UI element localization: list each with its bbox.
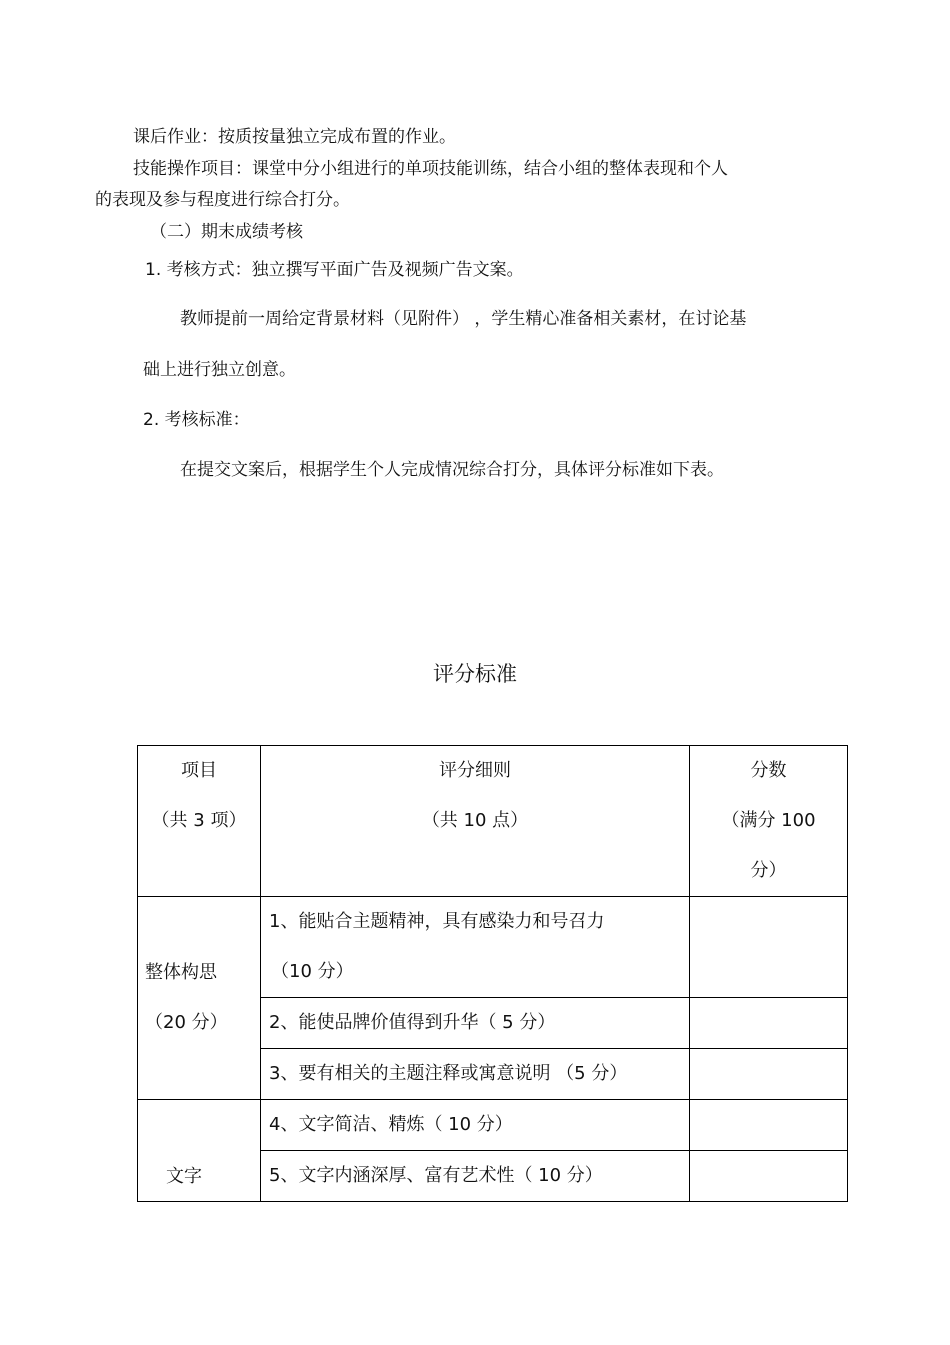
teacher-paragraph-line1: 教师提前一周给定背景材料（见附件） ，学生精心准备相关素材，在讨论基: [180, 309, 747, 329]
table-title: 评分标准: [433, 662, 517, 686]
scoring-table: [137, 745, 848, 1202]
assessment-standard-heading: 2. 考核标准：: [143, 410, 250, 430]
group-overall-concept-name: 整体构思: [145, 962, 217, 983]
table-row: [138, 897, 848, 998]
header-score-cell: [690, 746, 848, 897]
criterion-5: 5、文字内涵深厚、富有艺术性（ 10 分）: [261, 1151, 690, 1202]
criterion-2: 2、能使品牌价值得到升华（ 5 分）: [261, 998, 690, 1049]
group-overall-concept-cell: [138, 897, 261, 1100]
skill-paragraph-line2: 的表现及参与程度进行综合打分。: [95, 190, 350, 210]
score-cell: [690, 1151, 848, 1202]
header-detail-label: 评分细则: [439, 760, 511, 781]
score-cell: [690, 998, 848, 1049]
header-detail-cell: [261, 746, 690, 897]
assessment-standard-text: 在提交文案后，根据学生个人完成情况综合打分，具体评分标准如下表。: [180, 460, 724, 480]
teacher-paragraph-line2: 础上进行独立创意。: [143, 360, 296, 380]
criterion-3: 3、要有相关的主题注释或寓意说明 （5 分）: [261, 1049, 690, 1100]
skill-paragraph-line1: 技能操作项目：课堂中分小组进行的单项技能训练，结合小组的整体表现和个人: [133, 159, 728, 179]
homework-paragraph: 课后作业：按质按量独立完成布置的作业。: [133, 127, 456, 147]
score-cell: [690, 1100, 848, 1151]
score-cell: [690, 1049, 848, 1100]
header-detail-count: （共 10 点）: [421, 810, 529, 831]
group-text-name: 文字: [166, 1166, 202, 1187]
table-header-row: [138, 746, 848, 897]
header-score-label: 分数: [750, 760, 787, 781]
header-item-label: 项目: [181, 760, 217, 781]
header-item-cell: [138, 746, 261, 897]
score-cell: [690, 897, 848, 998]
group-text-cell: [138, 1100, 261, 1202]
criterion-1-points: （10 分）: [271, 961, 354, 982]
header-score-full-l1: （满分 100: [721, 810, 816, 831]
section-heading-final-exam: （二）期末成绩考核: [150, 222, 303, 242]
criterion-1: [261, 897, 690, 998]
header-item-count: （共 3 项）: [151, 810, 247, 831]
criterion-1-text: 1、能贴合主题精神，具有感染力和号召力: [269, 911, 605, 932]
table-row: [138, 1100, 848, 1151]
header-score-full-l2: 分）: [750, 860, 787, 881]
criterion-4: 4、文字简洁、精炼（ 10 分）: [261, 1100, 690, 1151]
assessment-method: 1. 考核方式：独立撰写平面广告及视频广告文案。: [145, 260, 524, 280]
group-overall-concept-points: （20 分）: [145, 1012, 228, 1033]
